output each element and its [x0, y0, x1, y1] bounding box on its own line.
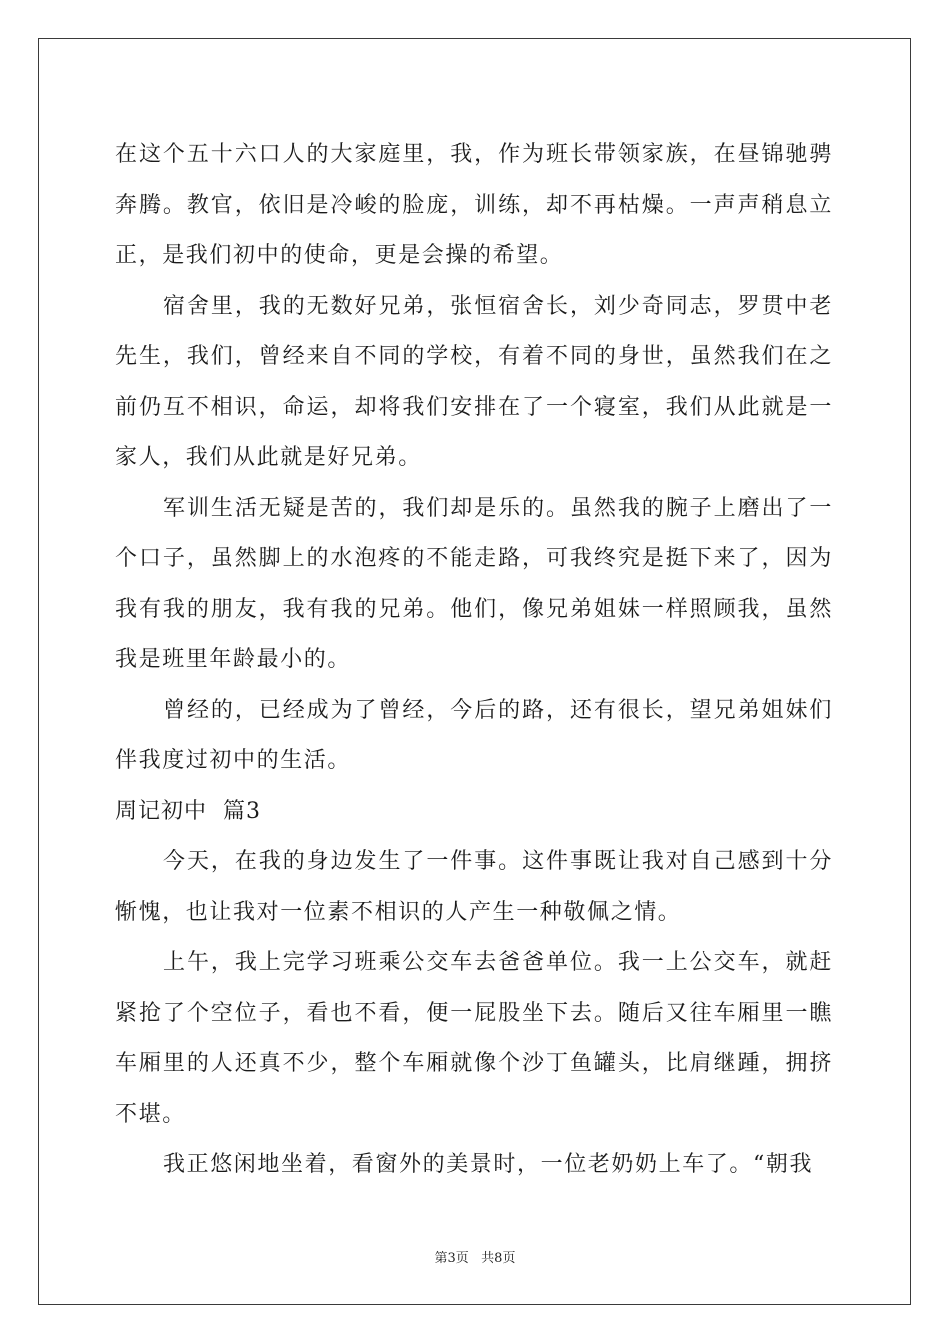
- page-footer: 第3页 共8页: [434, 1251, 516, 1266]
- paragraph: 曾经的，已经成为了曾经，今后的路，还有很长，望兄弟姐妹们伴我度过初中的生活。: [115, 697, 833, 773]
- paragraph: 在这个五十六口人的大家庭里，我，作为班长带领家族，在昼锦驰骋奔腾。教官，依旧是冷峻的脸庞，训练，却不再枯燥。一声声稍息立正，是我们初中的使命，更是会操的希望。: [115, 142, 833, 268]
- paragraph: 上午，我上完学习班乘公交车去爸爸单位。我一上公交车，就赶紧抢了个空位子，看也不看，便一屁股坐下去。随后又往车厢里一瞧车厢里的人还真不少，整个车厢就像个沙丁鱼罐头，比肩继踵，拥挤不堪。: [115, 950, 833, 1127]
- section-heading: 周记初中 篇3: [115, 798, 261, 824]
- document-body: [115, 130, 833, 1191]
- paragraph: 我正悠闲地坐着，看窗外的美景时，一位老奶奶上车了。“朝我: [163, 1152, 814, 1177]
- paragraph: 军训生活无疑是苦的，我们却是乐的。虽然我的腕子上磨出了一个口子，虽然脚上的水泡疼的不能走路，可我终究是挺下来了，因为我有我的朋友，我有我的兄弟。他们，像兄弟姐妹一样照顾我，虽然我是班里年龄最小的。: [115, 495, 833, 672]
- paragraph: 宿舍里，我的无数好兄弟，张恒宿舍长，刘少奇同志，罗贯中老先生，我们，曾经来自不同的学校，有着不同的身世，虽然我们在之前仍互不相识，命运，却将我们安排在了一个寝室，我们从此就是一家人，我们从此就是好兄弟。: [115, 293, 833, 470]
- paragraph: 今天，在我的身边发生了一件事。这件事既让我对自己感到十分惭愧，也让我对一位素不相识的人产生一种敬佩之情。: [115, 849, 833, 925]
